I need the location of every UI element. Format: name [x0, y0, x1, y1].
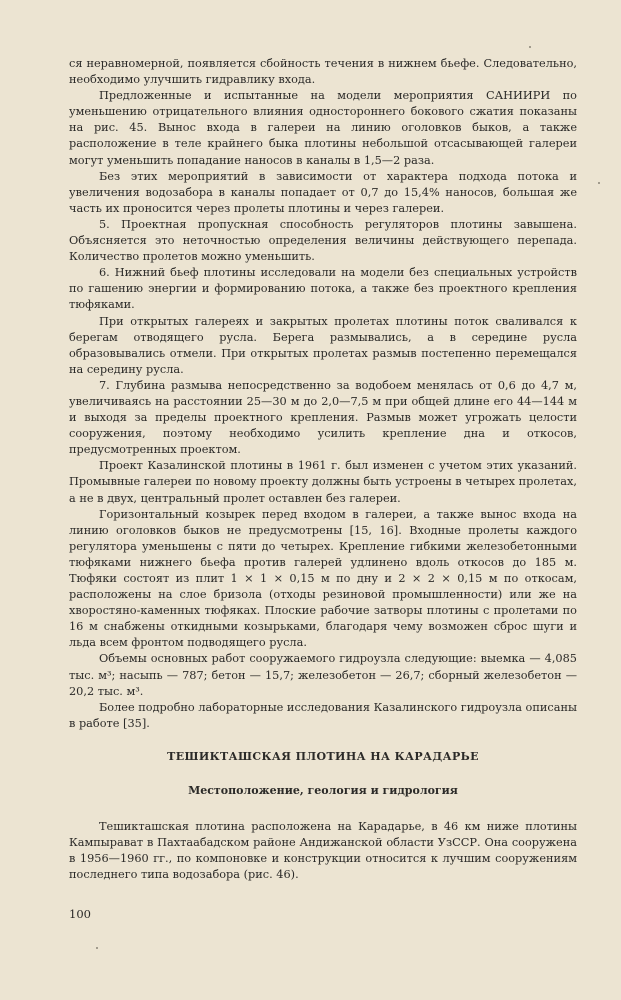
paragraph-continuation: ся неравномерной, появляется сбойность течения в нижнем бьефе. Следовательно, необходимо улучшить гидравлику входа. — [69, 57, 577, 87]
paragraph-project-1961: Проект Казалинской плотины в 1961 г. был изменен с учетом этих указаний. Промывные галереи по новому проекту должны быть устроены в четырех пролетах, а не в двух, центральный пролет оставлен без галереи. — [69, 459, 577, 505]
paragraph-item-5: 5. Проектная пропускная способность регуляторов плотины завышена. Объясняется это неточностью определения величины действующего перепада. Количество пролетов можно уменьшить. — [69, 217, 577, 264]
paper-speck — [96, 947, 98, 949]
subsection-heading: Местоположение, геология и гидрология — [188, 784, 458, 798]
paragraph-saniiri-measures: Предложенные и испытанные на модели мероприятия САНИИРИ по уменьшению отрицательного влияния одностороннего бокового сжатия показаны на рис. 45. Вынос входа в галереи на линию оголовков быков, а также расположение в теле крайнего быка плотины небольшой отсасывающей галереи могут уменьшить попадание наносов в каналы в 1,5—2 раза. — [69, 89, 577, 167]
page-text — [69, 56, 577, 884]
paper-speck — [598, 182, 600, 184]
paragraph-work-volumes: Объемы основных работ сооружаемого гидроузла следующие: выемка — 4,085 тыс. м³; насыпь — 787; бетон — 15,7; железобетон — 26,7; сборный железобетон — 20,2 тыс. м³. — [69, 652, 577, 698]
paragraph-open-galleries: При открытых галереях и закрытых пролетах плотины поток сваливался к берегам отводящего русла. Берега размывались, а в середине русла образовывались отмели. При открытых пролетах размыв постепенно перемещался на середину русла. — [69, 314, 577, 376]
paragraph-item-6: 6. Нижний бьеф плотины исследовали на модели без специальных устройств по гашению энергии и формированию потока, а также без проектного крепления тюфяками. — [69, 266, 577, 312]
paper-speck — [529, 46, 531, 48]
paragraph-item-7: 7. Глубина размыва непосредственно за водобоем менялась от 0,6 до 4,7 м, увеличиваясь на расстоянии 25—30 м до 2,0—7,5 м при общей длине его 44—144 м и выходя за пределы проектного крепления. Размыв может угрожать целости сооружения, поэтому необходимо усилить крепление дна и откосов, предусмотренных проектом. — [69, 378, 577, 457]
page-number: 100 — [69, 907, 91, 921]
section-heading: ТЕШИКТАШСКАЯ ПЛОТИНА НА КАРАДАРЬЕ — [167, 749, 479, 763]
paragraph-sediment: Без этих мероприятий в зависимости от характера подхода потока и увеличения водозабора в каналы попадает от 0,7 до 15,4% наносов, большая же часть их проносится через пролеты плотины и через галереи. — [69, 169, 577, 215]
paragraph-reference: Более подробно лабораторные исследования Казалинского гидроузла описаны в работе [35]. — [69, 700, 577, 730]
paragraph-teshiktash: Тешикташская плотина расположена на Карадарье, в 46 км ниже плотины Кампырават в Пахтаабадском районе Андижанской области УзССР. Она сооружена в 1956—1960 гг., по компоновке и конструкции относится к лучшим сооружениям последнего типа водозабора (рис. 46). — [69, 820, 577, 882]
paragraph-horizontal-visor: Горизонтальный козырек перед входом в галереи, а также вынос входа на линию оголовков быков не предусмотрены [15, 16]. Входные пролеты каждого регулятора уменьшены с пяти до четырех. Крепление гибкими железобетонными тюфяками нижнего бьефа против галерей удлинено вдоль откосов до 185 м. Тюфяки состоят из плит 1 × 1 × 0,15 м по дну и 2 × 2 × 0,15 м по откосам, расположены на слое бризола (отходы резиновой промышленности) или же на хворостяно-каменных тюфяках. Плоские рабочие затворы плотины с пролетами по 16 м снабжены откидными козырьками, благодаря чему возможен сброс шуги и льда всем фронтом подводящего русла. — [69, 507, 577, 650]
